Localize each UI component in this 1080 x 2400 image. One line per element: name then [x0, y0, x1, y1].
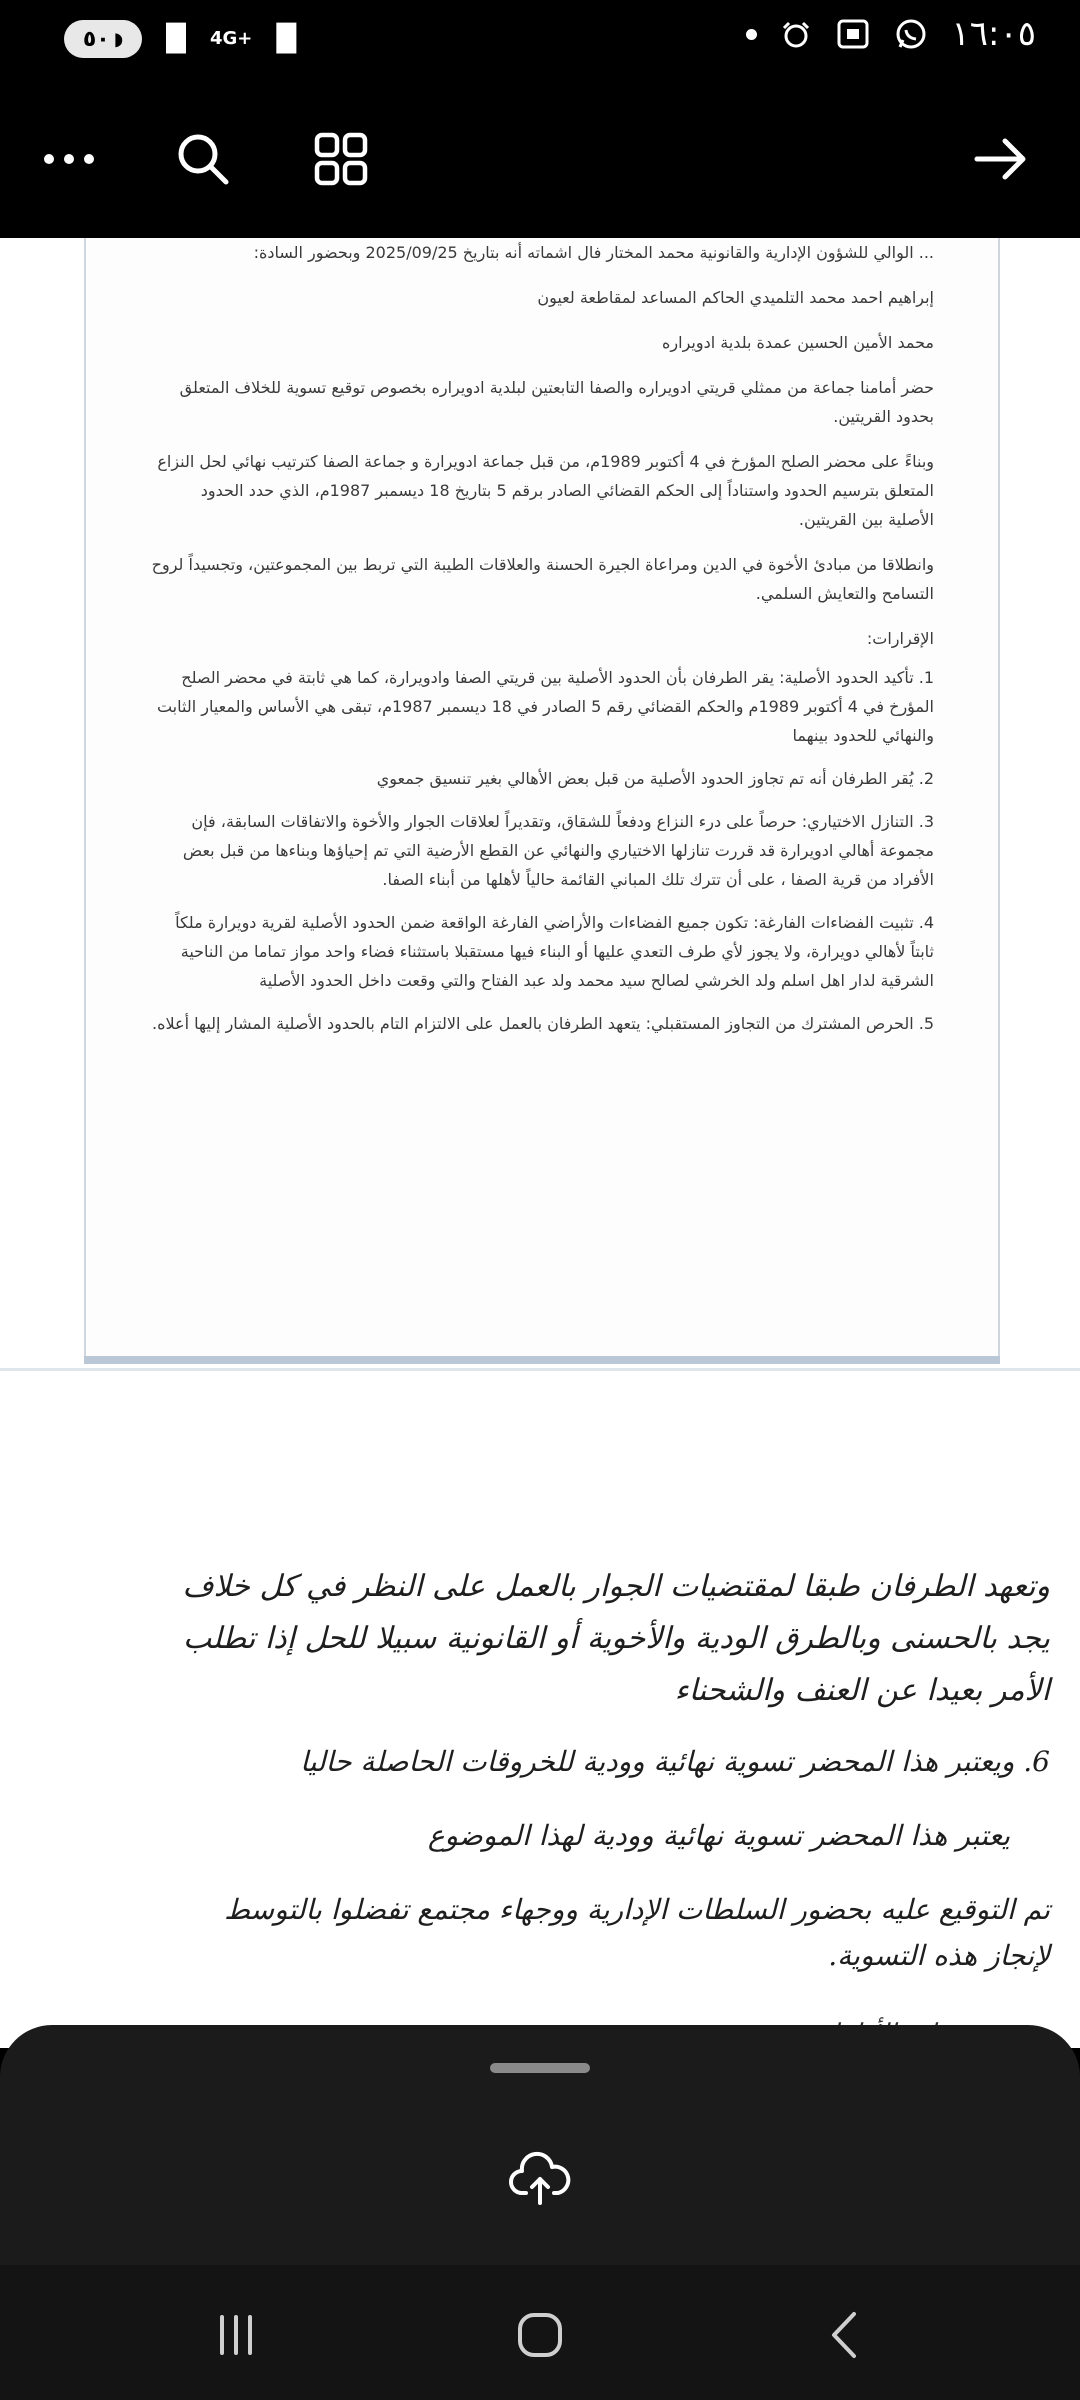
whatsapp-icon [893, 16, 929, 52]
screenshot-icon [835, 17, 871, 51]
doc-line: إبراهيم احمد محمد التلميدي الحاكم المساعد لمقاطعة لعيون [537, 288, 934, 307]
more-horizontal-icon [39, 149, 99, 169]
grid-icon [313, 131, 369, 187]
recents-button[interactable] [196, 2295, 276, 2375]
back-icon [824, 2310, 864, 2360]
battery-level: ٥٠ [82, 26, 110, 52]
doc-item: 2. يُقر الطرفان أنه تم تجاوز الحدود الأصلية من قبل بعض الأهالي بغير تنسيق جمعوي [376, 769, 934, 788]
doc-item: 5. الحرص المشترك من التجاوز المستقبلي: يتعهد الطرفان بالعمل على الالتزام التام بالحدود الأصلية المشار إليها أعلاه. [152, 1014, 934, 1033]
battery-icon: ◗ [113, 28, 124, 50]
doc-line: محمد الأمين الحسين عمدة بلدية ادويراره [662, 333, 934, 352]
notification-dot-icon [746, 29, 757, 40]
doc-line: تم التوقيع عليه بحضور السلطات الإدارية ووجهاء مجتمع تفضلوا بالتوسط لإنجاز هذه التسوية. [224, 1893, 1050, 1972]
doc-item: 4. تثبيت الفضاءات الفارغة: تكون جميع الفضاءات والأراضي الفارغة الواقعة ضمن الحدود الأصلية لقرية دويرارة ملكاً ثابتاً لأهالي دويرارة، ولا يجوز لأي طرف التعدي عليها أو البناء فيها مستقبلا باستثناء فضاء واحد مواز تماما من الناحية الشرقية لدار اهل اسلم ولد الخرشي لصالح سيد محمد ولد عبد الفتاح والتي وقعت داخل الحدود الأصلية [175, 913, 934, 990]
status-left [64, 20, 306, 58]
search-button[interactable] [158, 114, 248, 204]
signal-icon: ▐▌ [156, 24, 196, 54]
status-right [746, 14, 1036, 54]
grid-view-button[interactable] [296, 114, 386, 204]
search-icon [175, 131, 231, 187]
document-page-1 [84, 238, 1000, 1360]
clock: ١٦:٠٥ [951, 14, 1036, 54]
doc-item: 3. التنازل الاختياري: حرصاً على درء النزاع ودفعاً للشقاق، وتقديراً لعلاقات الجوار والأخوة والاتفاقات السابقة، فإن مجموعة أهالي ادويرارة قد قررت تنازلها الاختياري والنهائي عن القطع الأرضية التي تم إحياؤها وبناءها من قبل بعض الأفراد من قرية الصفا ، على أن تترك تلك المباني القائمة حالياً لأهلها من أبناء الصفا. [182, 812, 934, 889]
doc-item: 1. تأكيد الحدود الأصلية: يقر الطرفان بأن الحدود الأصلية بين قريتي الصفا وادويرارة، كما هي ثابتة في محضر الصلح المؤرخ في 4 أكتوبر 1989م والحكم القضائي رقم 5 الصادر في 18 ديسمبر 1987م، تبقى هي الأساس والمعيار الثابت والنهائي للحدود بينهما [156, 668, 934, 745]
arrow-right-icon [973, 135, 1029, 183]
more-options-button[interactable] [24, 114, 114, 204]
document-page-2 [0, 1368, 1080, 2048]
back-button[interactable] [804, 2295, 884, 2375]
doc-heading: الإقرارات: [866, 629, 934, 648]
battery-indicator [64, 20, 142, 58]
doc-line: يعتبر هذا المحضر تسوية نهائية وودية لهذا الموضوع [427, 1819, 1010, 1852]
sheet-drag-handle[interactable] [490, 2063, 590, 2073]
cloud-upload-icon [508, 2147, 572, 2211]
home-icon [515, 2310, 565, 2360]
viewer-toolbar [0, 80, 1080, 238]
bottom-sheet[interactable] [0, 2025, 1080, 2265]
home-button[interactable] [500, 2295, 580, 2375]
document-viewer[interactable] [0, 238, 1080, 2048]
alarm-icon [779, 17, 813, 51]
doc-line: وانطلاقا من مبادئ الأخوة في الدين ومراعاة الجيرة الحسنة والعلاقات الطيبة التي تربط بين المجموعتين، وتجسيداً لروح التسامح والتعايش السلمي. [151, 555, 934, 603]
upload-button[interactable] [508, 2147, 572, 2211]
doc-item-6: 6. ويعتبر هذا المحضر تسوية نهائية وودية للخروقات الحاصلة حاليا [300, 1745, 1050, 1778]
doc-paragraph: وتعهد الطرفان طبقا لمقتضيات الجوار بالعمل على النظر في كل خلاف يجد بالحسنى وبالطرق الودية والأخوية أو القانونية سبيلا للحل إذا تطلب الأمر بعيدا عن العنف والشحناء [182, 1569, 1050, 1708]
doc-line: ... الوالي للشؤون الإدارية والقانونية محمد المختار فال اشماته أنه بتاريخ 2025/09/25 وبحضور السادة: [253, 243, 934, 262]
doc-line: وبناءً على محضر الصلح المؤرخ في 4 أكتوبر 1989م، من قبل جماعة ادويرارة و جماعة الصفا كترتيب نهائي لحل النزاع المتعلق بترسيم الحدود واستناداً إلى الحكم القضائي الصادر برقم 5 بتاريخ 18 ديسمبر 1987م، الذي حدد الحدود الأصلية بين القريتين. [157, 452, 934, 529]
forward-button[interactable] [956, 114, 1046, 204]
status-bar [0, 0, 1080, 80]
doc-line: حضر أمامنا جماعة من ممثلي قريتي ادويراره والصفا التابعتين لبلدية ادويراره بخصوص توقيع تسوية للخلاف المتعلق بحدود القريتين. [179, 378, 934, 426]
navigation-bar [0, 2265, 1080, 2400]
recents-icon [214, 2313, 258, 2357]
signal-2-icon: ▐▌ [266, 24, 307, 54]
network-type: 4G+ [210, 28, 253, 49]
page-2-text [130, 1561, 1050, 2048]
page-1-text [150, 238, 934, 1052]
page-1-edge [84, 1356, 1000, 1364]
